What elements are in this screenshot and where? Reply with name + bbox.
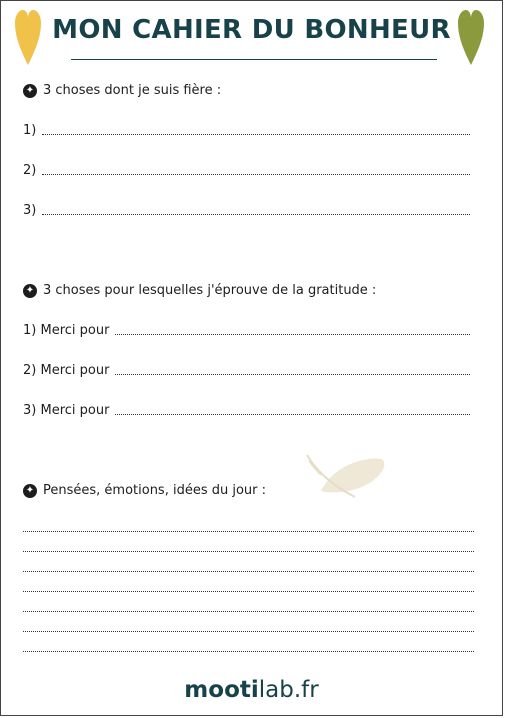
gratitude-entry-2[interactable] <box>23 363 470 378</box>
free-writing-line[interactable] <box>23 591 474 592</box>
entry-label: 2) <box>23 163 37 178</box>
free-writing-line[interactable] <box>23 571 474 572</box>
pride-entry-1[interactable] <box>23 123 470 138</box>
logo-brand-rest: lab.fr <box>258 677 319 703</box>
section-heading-text: Pensées, émotions, idées du jour : <box>43 483 267 498</box>
section-heading-text: 3 choses dont je suis fière : <box>43 83 222 98</box>
entry-label: 1) Merci pour <box>23 323 110 338</box>
section-heading-gratitude <box>23 283 376 298</box>
feather-icon <box>301 451 389 501</box>
entry-label: 1) <box>23 123 37 138</box>
section-heading-text: 3 choses pour lesquelles j'éprouve de la gratitude : <box>43 283 377 298</box>
free-writing-line[interactable] <box>23 651 474 652</box>
dotted-line <box>42 213 470 215</box>
dotted-line <box>115 373 470 375</box>
pride-entry-2[interactable] <box>23 163 470 178</box>
free-writing-line[interactable] <box>23 531 474 532</box>
section-heading-thoughts <box>23 483 266 498</box>
free-writing-line[interactable] <box>23 611 474 612</box>
free-writing-line[interactable] <box>23 551 474 552</box>
dotted-line <box>42 133 470 135</box>
pride-entry-3[interactable] <box>23 203 470 218</box>
star-circle-icon: ✦ <box>23 484 37 498</box>
gratitude-entry-1[interactable] <box>23 323 470 338</box>
entry-label: 3) Merci pour <box>23 403 110 418</box>
dotted-line <box>115 413 470 415</box>
section-heading-pride <box>23 83 221 98</box>
dotted-line <box>115 333 470 335</box>
star-circle-icon: ✦ <box>23 84 37 98</box>
star-circle-icon: ✦ <box>23 284 37 298</box>
page-title: MON CAHIER DU BONHEUR <box>52 15 451 45</box>
gratitude-entry-3[interactable] <box>23 403 470 418</box>
title-underline <box>71 59 437 60</box>
dotted-line <box>42 173 470 175</box>
logo-brand-bold: mooti <box>184 677 259 703</box>
free-writing-line[interactable] <box>23 631 474 632</box>
entry-label: 2) Merci pour <box>23 363 110 378</box>
entry-label: 3) <box>23 203 37 218</box>
brand-logo <box>1 677 502 703</box>
